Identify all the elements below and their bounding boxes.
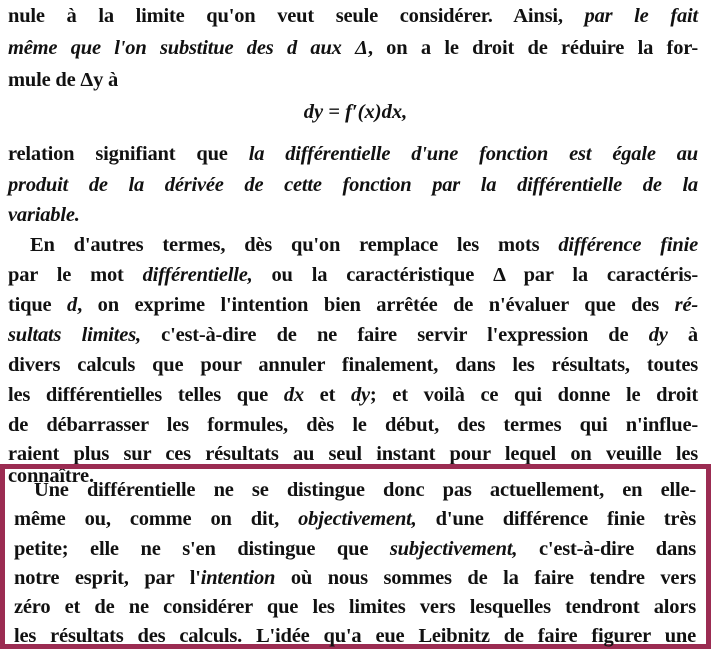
italic-text: dy (350, 384, 370, 406)
text-segment: où nous sommes de la faire tendre vers (275, 567, 696, 589)
italic-text: intention (200, 567, 276, 589)
italic-text: même que l'on substitue des d aux Δ (8, 37, 368, 59)
text-line (8, 140, 698, 168)
text-line (8, 2, 698, 30)
italic-text: d (67, 294, 78, 316)
text-line (8, 411, 698, 439)
text-segment: , on exprime l'intention bien arrêtée de n'évaluer que des (77, 294, 675, 316)
text-segment: notre esprit, par l' (14, 567, 201, 589)
italic-text: différence finie (558, 234, 698, 256)
italic-text: différentielle, (142, 264, 253, 286)
text-line (14, 622, 696, 650)
text-segment: mule de Δy à (8, 69, 119, 91)
text-segment: relation signifiant que (8, 143, 249, 165)
text-segment: c'est-à-dire dans (517, 538, 696, 560)
text-segment: En d'autres termes, dès qu'on remplace les mots (30, 234, 559, 256)
text-segment: de débarrasser les formules, dès le début, des termes qui n'influe- (8, 414, 698, 436)
text-segment: c'est-à-dire de ne faire servir l'expression de (140, 324, 649, 346)
italic-text: la différentielle d'une fonction est égale au (248, 143, 698, 165)
text-line (8, 231, 698, 259)
text-segment: Une différentielle ne se distingue donc pas actuellement, en elle- (34, 479, 696, 501)
formula: dy = f′(x)dx, (303, 101, 408, 123)
text-line (8, 351, 698, 379)
italic-text: variable. (8, 204, 80, 226)
text-segment: divers calculs que pour annuler finalement, dans les résultats, toutes (8, 354, 698, 376)
text-segment: petite; elle ne s'en distingue que (14, 538, 390, 560)
text-segment: zéro et de ne considérer que les limites vers lesquelles tendront alors (14, 596, 696, 618)
italic-text: subjectivement, (389, 538, 518, 560)
text-segment: raient plus sur ces résultats au seul instant pour lequel on veuille les (8, 443, 698, 465)
text-segment: et (303, 384, 351, 406)
text-segment: d'une différence finie très (416, 508, 696, 530)
text-line (8, 381, 698, 409)
text-segment: à (667, 324, 698, 346)
text-segment: connaître. (8, 465, 94, 487)
text-line (8, 66, 698, 94)
text-segment: ou la caractéristique Δ par la caractéris- (252, 264, 698, 286)
text-line (14, 535, 696, 563)
text-segment: tique (8, 294, 68, 316)
text-segment: , on a le droit de réduire la for- (367, 37, 699, 59)
text-line (8, 321, 698, 349)
italic-text: produit de la dérivée de cette fonction par la différentielle de la (8, 174, 698, 196)
text-segment: ; et voilà ce qui donne le droit (369, 384, 698, 406)
text-line (14, 593, 696, 621)
text-line (14, 476, 696, 504)
italic-text: dy (648, 324, 668, 346)
text-segment: même ou, comme on dit, (14, 508, 299, 530)
text-line (8, 201, 698, 229)
italic-text: par le fait (584, 5, 698, 27)
text-line (14, 564, 696, 592)
italic-text: sultats limites, (8, 324, 141, 346)
italic-text: dx (283, 384, 304, 406)
text-segment: les résultats des calculs. L'idée qu'a eue Leibnitz de faire figurer une (14, 625, 696, 647)
text-line (14, 505, 696, 533)
text-segment: les différentielles telles que (8, 384, 284, 406)
text-segment: par le mot (8, 264, 143, 286)
text-line (8, 171, 698, 199)
text-line (8, 291, 698, 319)
italic-text: objectivement, (298, 508, 417, 530)
text-line (8, 261, 698, 289)
italic-text: ré- (674, 294, 698, 316)
text-segment: nule à la limite qu'on veut seule considérer. Ainsi, (8, 5, 585, 27)
text-line (8, 34, 698, 62)
